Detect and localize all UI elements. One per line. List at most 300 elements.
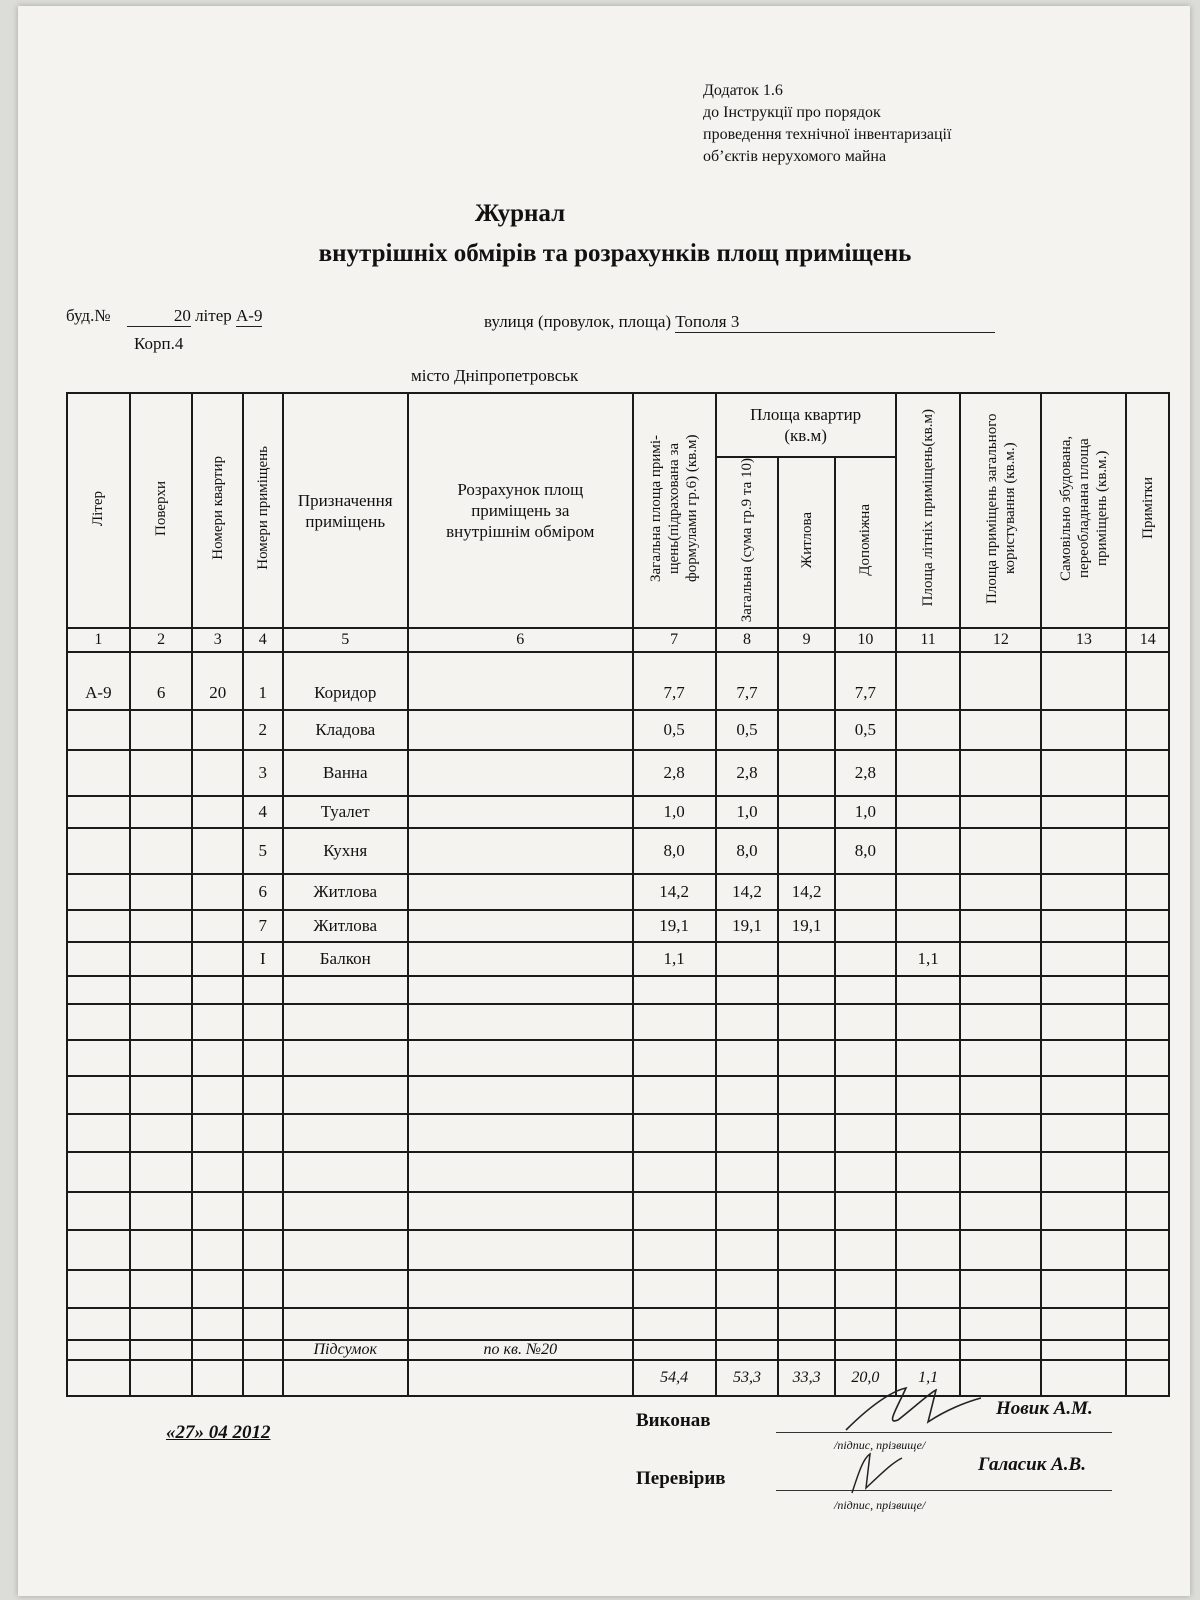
empty-cell [896, 1308, 961, 1340]
cell-living [778, 652, 835, 710]
cell-apt [192, 942, 243, 976]
empty-cell [716, 1114, 779, 1152]
cell-apt [192, 828, 243, 874]
column-number: 12 [960, 628, 1041, 652]
empty-cell [243, 1040, 282, 1076]
empty-row [67, 1308, 1169, 1340]
empty-cell [67, 1040, 130, 1076]
cell-room: 2 [243, 710, 282, 750]
empty-row [67, 1004, 1169, 1040]
col-header-calc: Розрахунок площ приміщень за внутрішнім обміром [408, 393, 633, 628]
document-date: «27» 04 2012 [166, 1422, 271, 1443]
empty-cell [896, 1114, 961, 1152]
cell-floor [130, 874, 193, 910]
empty-cell [67, 976, 130, 1004]
cell-notes [1126, 910, 1169, 942]
empty-cell [835, 1152, 896, 1192]
empty-cell [243, 1270, 282, 1308]
empty-cell [130, 1040, 193, 1076]
column-number: 5 [283, 628, 408, 652]
cell-apt [192, 750, 243, 796]
empty-cell [130, 1270, 193, 1308]
empty-cell [960, 1076, 1041, 1114]
cell-apt_total: 1,0 [716, 796, 779, 828]
cell-floor: 6 [130, 652, 193, 710]
cell-selfbuilt [1041, 652, 1126, 710]
empty-cell [1041, 1152, 1126, 1192]
signature-checked [842, 1448, 922, 1498]
empty-cell [778, 1004, 835, 1040]
cell-total: 2,8 [633, 750, 716, 796]
empty-cell [633, 1004, 716, 1040]
cell-room: 3 [243, 750, 282, 796]
empty-cell [243, 1004, 282, 1040]
empty-cell [408, 1076, 633, 1114]
col-header-apt-total: Загальна (сума гр.9 та 10) [716, 457, 779, 628]
empty-cell [1126, 1040, 1169, 1076]
empty-cell [896, 1152, 961, 1192]
cell-apt: 20 [192, 652, 243, 710]
empty-cell [778, 1192, 835, 1230]
cell-apt_total: 19,1 [716, 910, 779, 942]
empty-cell [835, 1076, 896, 1114]
empty-cell [633, 1192, 716, 1230]
col-header-purpose: Призначення приміщень [283, 393, 408, 628]
empty-cell [283, 1114, 408, 1152]
empty-cell [960, 1004, 1041, 1040]
empty-cell [192, 1230, 243, 1270]
executed-sign-caption: /підпис, прізвище/ [834, 1438, 926, 1452]
empty-cell [960, 1040, 1041, 1076]
empty-cell [130, 1230, 193, 1270]
empty-cell [778, 976, 835, 1004]
empty-cell [633, 1270, 716, 1308]
empty-cell [130, 1114, 193, 1152]
empty-cell [835, 1004, 896, 1040]
empty-cell [408, 1152, 633, 1192]
cell-selfbuilt [1041, 710, 1126, 750]
table-row [67, 874, 1169, 910]
building-line [66, 306, 262, 327]
cell-apt_total: 14,2 [716, 874, 779, 910]
cell-total: 0,5 [633, 710, 716, 750]
empty-cell [130, 1076, 193, 1114]
document-title: Журнал [474, 200, 566, 227]
cell-floor [130, 910, 193, 942]
cell-common [960, 652, 1041, 710]
cell-selfbuilt [1041, 942, 1126, 976]
empty-cell [835, 1308, 896, 1340]
cell-summer: 1,1 [896, 942, 961, 976]
empty-cell [243, 1114, 282, 1152]
cell-apt_total: 8,0 [716, 828, 779, 874]
empty-cell [283, 1004, 408, 1040]
empty-cell [960, 1114, 1041, 1152]
empty-cell [243, 1076, 282, 1114]
column-number: 13 [1041, 628, 1126, 652]
cell-selfbuilt [1041, 796, 1126, 828]
empty-cell [408, 1270, 633, 1308]
checked-label: Перевірив [636, 1468, 726, 1489]
empty-cell [192, 1270, 243, 1308]
cell-aux [835, 942, 896, 976]
table-row [67, 942, 1169, 976]
empty-cell [408, 976, 633, 1004]
signature-executed [836, 1380, 986, 1440]
empty-cell [835, 976, 896, 1004]
empty-cell [67, 1230, 130, 1270]
empty-cell [283, 976, 408, 1004]
table-row [67, 652, 1169, 710]
empty-cell [192, 976, 243, 1004]
header-row [67, 393, 1169, 457]
empty-row [67, 976, 1169, 1004]
empty-cell [1126, 1004, 1169, 1040]
cell-purpose: Житлова [283, 910, 408, 942]
empty-cell [243, 1192, 282, 1230]
empty-cell [1126, 1114, 1169, 1152]
empty-cell [283, 1076, 408, 1114]
cell-notes [1126, 750, 1169, 796]
empty-cell [192, 1308, 243, 1340]
empty-cell [896, 1270, 961, 1308]
checked-name: Галасик А.В. [978, 1454, 1086, 1475]
cell-notes [1126, 652, 1169, 710]
empty-cell [960, 1152, 1041, 1192]
empty-cell [1126, 1270, 1169, 1308]
cell-common [960, 750, 1041, 796]
cell-total: 14,2 [633, 874, 716, 910]
col-header-notes: Примітки [1126, 393, 1169, 628]
col-header-selfbuilt-area: Самовільно збудована, переобладнана площа приміщень (кв.м.) [1041, 393, 1126, 628]
empty-cell [408, 1308, 633, 1340]
empty-cell [408, 1114, 633, 1152]
column-number: 4 [243, 628, 282, 652]
cell-liter: А-9 [67, 652, 130, 710]
cell-total: 7,7 [633, 652, 716, 710]
cell-summer [896, 652, 961, 710]
empty-cell [778, 1308, 835, 1340]
cell-aux: 2,8 [835, 750, 896, 796]
cell-aux [835, 910, 896, 942]
empty-cell [283, 1270, 408, 1308]
empty-cell [633, 1152, 716, 1192]
cell-notes [1126, 828, 1169, 874]
cell-liter [67, 828, 130, 874]
cell-calc [408, 828, 633, 874]
cell-floor [130, 710, 193, 750]
cell-room: 7 [243, 910, 282, 942]
cell-purpose: Туалет [283, 796, 408, 828]
cell-room: 4 [243, 796, 282, 828]
empty-cell [633, 1040, 716, 1076]
col-header-liter: Літер [67, 393, 130, 628]
empty-cell [243, 1152, 282, 1192]
empty-cell [716, 1004, 779, 1040]
measurements-table [66, 392, 1170, 1397]
empty-cell [778, 1152, 835, 1192]
empty-cell [960, 1230, 1041, 1270]
empty-cell [130, 1004, 193, 1040]
cell-liter [67, 796, 130, 828]
col-header-auxiliary: Допоміжна [835, 457, 896, 628]
column-number: 9 [778, 628, 835, 652]
empty-cell [192, 1114, 243, 1152]
cell-living [778, 750, 835, 796]
empty-cell [960, 976, 1041, 1004]
cell-living [778, 710, 835, 750]
city: місто Дніпропетровськ [411, 366, 579, 385]
cell-aux: 8,0 [835, 828, 896, 874]
empty-cell [1126, 1192, 1169, 1230]
empty-row [67, 1040, 1169, 1076]
liter-value: А-9 [236, 306, 263, 325]
empty-cell [633, 1076, 716, 1114]
cell-calc [408, 910, 633, 942]
summary-apartment: по кв. №20 [408, 1340, 633, 1360]
column-number: 11 [896, 628, 961, 652]
empty-cell [67, 1192, 130, 1230]
empty-cell [896, 1040, 961, 1076]
empty-cell [716, 1308, 779, 1340]
table-row [67, 710, 1169, 750]
cell-notes [1126, 874, 1169, 910]
empty-cell [192, 1152, 243, 1192]
cell-calc [408, 942, 633, 976]
empty-cell [896, 1076, 961, 1114]
street-line [484, 312, 995, 333]
cell-common [960, 710, 1041, 750]
empty-cell [67, 1270, 130, 1308]
cell-notes [1126, 796, 1169, 828]
cell-total: 19,1 [633, 910, 716, 942]
addendum-line: об’єктів нерухомого майна [703, 148, 887, 165]
empty-cell [67, 1114, 130, 1152]
empty-cell [1041, 1270, 1126, 1308]
empty-cell [896, 1004, 961, 1040]
cell-liter [67, 910, 130, 942]
cell-room: I [243, 942, 282, 976]
table-row [67, 910, 1169, 942]
cell-purpose: Коридор [283, 652, 408, 710]
empty-cell [778, 1270, 835, 1308]
cell-calc [408, 796, 633, 828]
empty-cell [960, 1192, 1041, 1230]
empty-cell [716, 1270, 779, 1308]
empty-cell [1041, 1308, 1126, 1340]
empty-cell [192, 1040, 243, 1076]
cell-liter [67, 710, 130, 750]
column-number: 8 [716, 628, 779, 652]
empty-cell [716, 1076, 779, 1114]
empty-cell [283, 1230, 408, 1270]
empty-cell [960, 1308, 1041, 1340]
cell-summer [896, 910, 961, 942]
executed-name: Новик А.М. [996, 1398, 1093, 1419]
empty-cell [716, 1192, 779, 1230]
cell-summer [896, 874, 961, 910]
cell-liter [67, 942, 130, 976]
empty-cell [1041, 1114, 1126, 1152]
cell-notes [1126, 942, 1169, 976]
empty-cell [633, 976, 716, 1004]
empty-cell [67, 1076, 130, 1114]
cell-apt_total [716, 942, 779, 976]
korpus: Корп.4 [134, 334, 184, 353]
executed-label: Виконав [636, 1410, 711, 1431]
summary-total: 54,4 [633, 1360, 716, 1396]
table-row [67, 796, 1169, 828]
cell-common [960, 942, 1041, 976]
column-number: 14 [1126, 628, 1169, 652]
cell-notes [1126, 710, 1169, 750]
cell-room: 1 [243, 652, 282, 710]
cell-summer [896, 828, 961, 874]
liter-label: літер [195, 306, 232, 325]
column-number: 10 [835, 628, 896, 652]
empty-cell [130, 976, 193, 1004]
empty-cell [192, 1192, 243, 1230]
cell-aux: 1,0 [835, 796, 896, 828]
empty-cell [778, 1230, 835, 1270]
empty-cell [896, 1230, 961, 1270]
table-row [67, 750, 1169, 796]
cell-selfbuilt [1041, 874, 1126, 910]
summary-label-row [67, 1340, 1169, 1360]
col-header-rooms: Номери приміщень [243, 393, 282, 628]
cell-apt [192, 796, 243, 828]
col-header-summer-area: Площа літніх приміщень(кв.м) [896, 393, 961, 628]
empty-cell [408, 1004, 633, 1040]
empty-cell [1041, 976, 1126, 1004]
cell-purpose: Кладова [283, 710, 408, 750]
cell-purpose: Кухня [283, 828, 408, 874]
empty-cell [130, 1308, 193, 1340]
building-label: буд.№ [66, 306, 111, 325]
empty-cell [67, 1308, 130, 1340]
empty-cell [835, 1270, 896, 1308]
cell-apt [192, 710, 243, 750]
cell-purpose: Житлова [283, 874, 408, 910]
column-number: 2 [130, 628, 193, 652]
empty-row [67, 1076, 1169, 1114]
col-header-apartments: Номери квартир [192, 393, 243, 628]
summary-living: 33,3 [778, 1360, 835, 1396]
empty-cell [408, 1230, 633, 1270]
empty-cell [778, 1076, 835, 1114]
empty-row [67, 1230, 1169, 1270]
empty-cell [243, 1230, 282, 1270]
empty-cell [835, 1192, 896, 1230]
empty-cell [283, 1308, 408, 1340]
empty-cell [1041, 1230, 1126, 1270]
cell-summer [896, 750, 961, 796]
empty-cell [283, 1192, 408, 1230]
empty-cell [896, 1192, 961, 1230]
empty-cell [716, 1040, 779, 1076]
cell-calc [408, 652, 633, 710]
empty-cell [633, 1308, 716, 1340]
empty-cell [283, 1152, 408, 1192]
empty-cell [716, 976, 779, 1004]
col-header-common-area: Площа приміщень загального користування (кв.м.) [960, 393, 1041, 628]
empty-row [67, 1114, 1169, 1152]
empty-cell [633, 1230, 716, 1270]
cell-living [778, 796, 835, 828]
cell-selfbuilt [1041, 750, 1126, 796]
empty-cell [1041, 1192, 1126, 1230]
empty-cell [1041, 1004, 1126, 1040]
street-label: вулиця (провулок, площа) [484, 312, 672, 331]
empty-cell [130, 1192, 193, 1230]
cell-living [778, 828, 835, 874]
building-number: 20 [127, 306, 191, 327]
empty-cell [130, 1152, 193, 1192]
addendum-line: проведення технічної інвентаризації [703, 126, 952, 143]
cell-apt [192, 910, 243, 942]
empty-cell [960, 1270, 1041, 1308]
cell-purpose: Ванна [283, 750, 408, 796]
cell-purpose: Балкон [283, 942, 408, 976]
cell-floor [130, 942, 193, 976]
empty-row [67, 1270, 1169, 1308]
cell-calc [408, 874, 633, 910]
empty-cell [835, 1040, 896, 1076]
summary-values-row [67, 1360, 1169, 1396]
cell-room: 6 [243, 874, 282, 910]
cell-selfbuilt [1041, 910, 1126, 942]
cell-room: 5 [243, 828, 282, 874]
empty-cell [1126, 1152, 1169, 1192]
cell-liter [67, 874, 130, 910]
addendum-note [703, 80, 951, 168]
cell-aux: 7,7 [835, 652, 896, 710]
empty-cell [192, 1004, 243, 1040]
empty-cell [243, 1308, 282, 1340]
empty-row [67, 1152, 1169, 1192]
cell-common [960, 910, 1041, 942]
empty-cell [408, 1192, 633, 1230]
empty-row [67, 1192, 1169, 1230]
column-number: 3 [192, 628, 243, 652]
empty-cell [67, 1152, 130, 1192]
empty-cell [1126, 1076, 1169, 1114]
col-header-floors: Поверхи [130, 393, 193, 628]
addendum-line: до Інструкції про порядок [703, 104, 881, 121]
empty-cell [192, 1076, 243, 1114]
cell-floor [130, 796, 193, 828]
empty-cell [633, 1114, 716, 1152]
cell-living: 19,1 [778, 910, 835, 942]
column-number: 7 [633, 628, 716, 652]
empty-cell [67, 1004, 130, 1040]
empty-cell [283, 1040, 408, 1076]
cell-aux [835, 874, 896, 910]
empty-cell [835, 1114, 896, 1152]
col-header-living: Житлова [778, 457, 835, 628]
empty-cell [1041, 1076, 1126, 1114]
summary-apt-total: 53,3 [716, 1360, 779, 1396]
cell-liter [67, 750, 130, 796]
cell-total: 8,0 [633, 828, 716, 874]
table-row [67, 828, 1169, 874]
checked-sign-caption: /підпис, прізвище/ [834, 1498, 926, 1512]
empty-cell [716, 1230, 779, 1270]
cell-total: 1,0 [633, 796, 716, 828]
column-number: 1 [67, 628, 130, 652]
addendum-line: Додаток 1.6 [703, 82, 783, 99]
checked-sign-line [776, 1490, 1112, 1491]
